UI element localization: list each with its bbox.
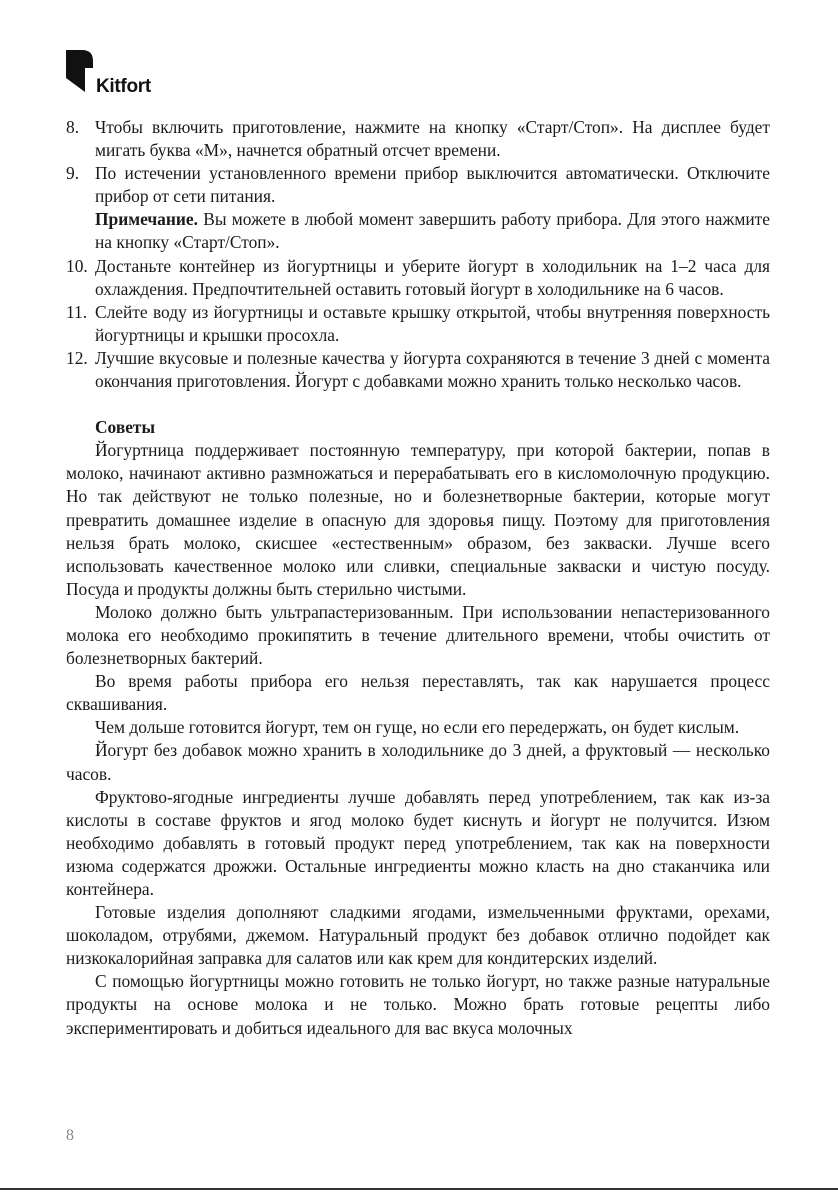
step-text: Лучшие вкусовые и полезные качества у йогурта сохраняются в течение 3 дней с момента окончания приготовления. Йогурт с добавками можно хранить только несколько часов. — [95, 347, 770, 392]
note-label: Примечание. — [95, 209, 198, 230]
tips-paragraph: Во время работы прибора его нельзя переставлять, так как нарушается процесс сквашивания. — [66, 671, 770, 715]
note-text: Вы можете в любой момент завершить работу прибора. Для этого нажмите на кнопку «Старт/Стоп». — [95, 209, 770, 253]
tips-paragraph: Молоко должно быть ультрапастеризованным. При использовании непастеризованного молока его необходимо прокипятить в течение длительного времени, чтобы очистить от болезнетворных бактерий. — [66, 601, 770, 669]
step-item — [66, 162, 770, 254]
page-number: 8 — [66, 1127, 74, 1144]
step-text: Достаньте контейнер из йогуртницы и уберите йогурт в холодильник на 1–2 часа для охлаждения. Предпочтительней оставить готовый йогурт в холодильнике на 6 часов. — [95, 255, 770, 299]
tips-paragraph: Чем дольше готовится йогурт, тем он гуще, но если его передержать, он будет кислым. — [95, 717, 740, 738]
step-note — [95, 208, 770, 254]
step-text: Слейте воду из йогуртницы и оставьте крышку открытой, чтобы внутренняя поверхность йогуртницы и крышки просохла. — [95, 301, 770, 345]
tips-paragraph: Готовые изделия дополняют сладкими ягодами, измельченными фруктами, орехами, шоколадом, отрубями, джемом. Натуральный продукт без добавок отлично подойдет как низкокалорийная заправка для салатов или как крем для кондитерских изделий. — [66, 902, 770, 969]
step-item — [66, 347, 770, 393]
brand-name: Kitfort — [96, 76, 151, 97]
step-number: 10. — [66, 255, 88, 276]
step-number: 11. — [66, 301, 88, 322]
page-content — [66, 116, 770, 1040]
step-item — [66, 301, 770, 347]
tips-heading: Советы — [95, 417, 156, 438]
tips-paragraph: С помощью йогуртницы можно готовить не только йогурт, но также разные натуральные продукты на основе молока и не только. Можно брать готовые рецепты либо экспериментировать и добиться идеального для вас вкуса молочных — [66, 971, 770, 1038]
kitfort-logo-icon — [66, 48, 94, 98]
step-item — [66, 116, 770, 162]
step-text: По истечении установленного времени прибор выключится автоматически. Отключите прибор от сети питания. — [95, 163, 770, 207]
instruction-steps — [66, 116, 770, 393]
step-text: Чтобы включить приготовление, нажмите на кнопку «Старт/Стоп». На дисплее будет мигать буква «М», начнется обратный отсчет времени. — [95, 117, 770, 161]
bottom-divider — [0, 1188, 838, 1190]
tips-paragraph: Йогуртница поддерживает постоянную температуру, при которой бактерии, попав в молоко, начинают активно размножаться и перерабатывать его в кисломолочную продукцию. Но так действуют не только полезные, но и болезнетворные бактерии, которые могут превратить домашнее изделие в опасную для здоровья пищу. Поэтому для приготовления нельзя брать молоко, скисшее «естественным» образом, без закваски. Лучше всего использовать качественное молоко или сливки, специальные закваски и чистую посуду. Посуда и продукты должны быть стерильно чистыми. — [66, 440, 770, 599]
tips-paragraph: Йогурт без добавок можно хранить в холодильнике до 3 дней, а фруктовый — несколько часов. — [66, 740, 770, 784]
step-item — [66, 255, 770, 301]
step-number: 12. — [66, 347, 88, 368]
step-number: 8. — [66, 117, 80, 137]
step-number: 9. — [66, 163, 80, 184]
tips-paragraph: Фруктово-ягодные ингредиенты лучше добавлять перед употреблением, так как из-за кислоты в составе фруктов и ягод молоко будет киснуть и йогурт не получится. Изюм необходимо добавлять в готовый продукт перед употреблением, так как на поверхности изюма содержатся дрожжи. Остальные ингредиенты можно класть на дно стаканчика или контейнера. — [66, 786, 770, 899]
